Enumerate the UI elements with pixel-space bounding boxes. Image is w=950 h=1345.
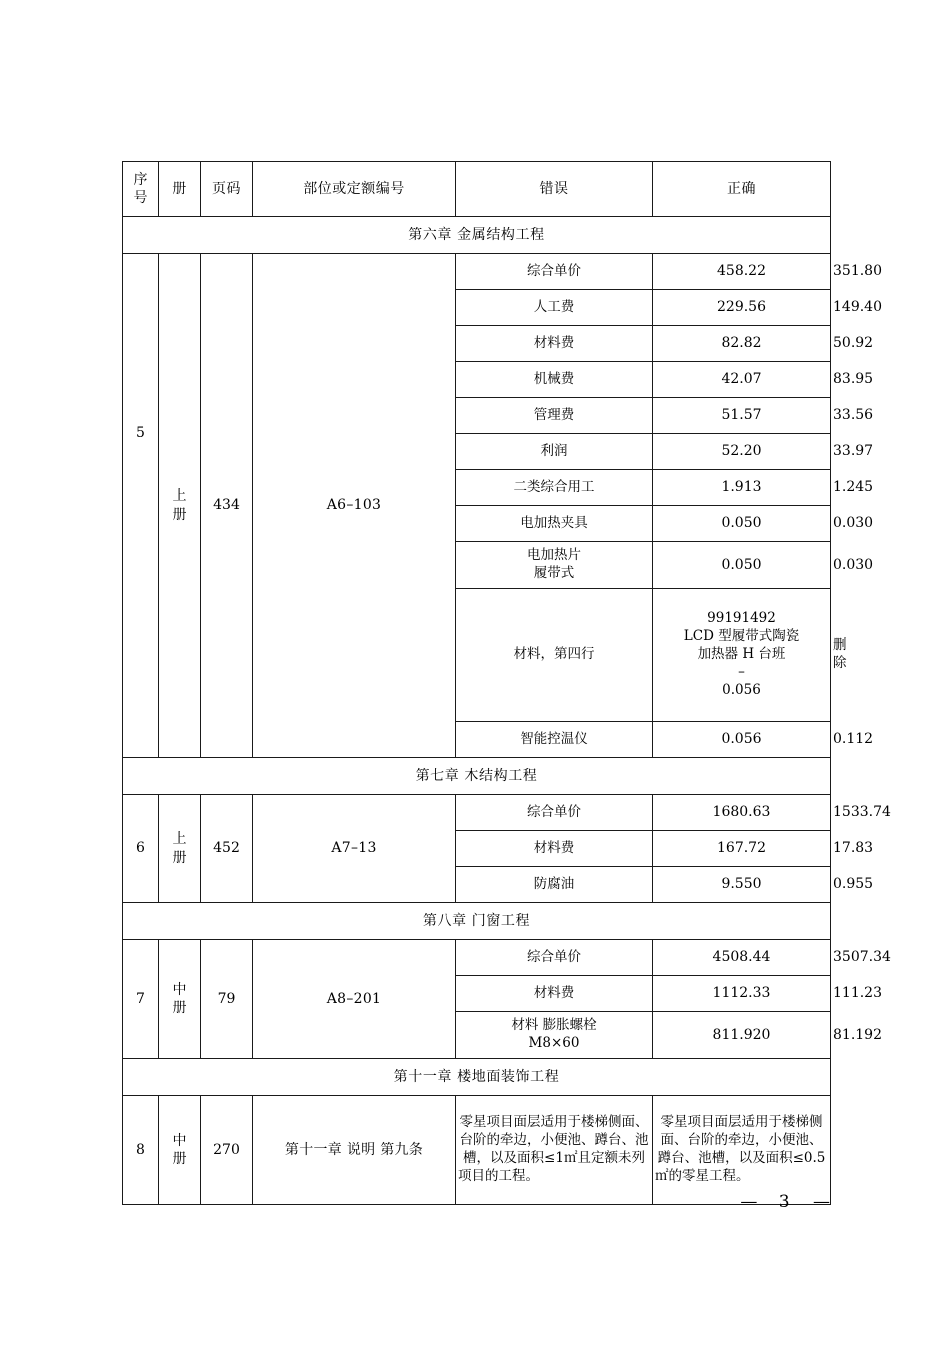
cell-location: 材料费: [456, 976, 653, 1012]
entry-volume-5-line1: 上: [172, 488, 187, 505]
cell-wrong: 0.050: [653, 506, 831, 542]
cell-wrong: 229.56: [653, 290, 831, 326]
table-row: 材料 膨胀螺栓 M8×60 811.920 81.192: [123, 1012, 831, 1059]
section-title-chapter8: 第八章 门窗工程: [123, 903, 831, 940]
cell-location: 二类综合用工: [456, 470, 653, 506]
entry-code-6: A7–13: [253, 795, 456, 903]
cell-location: 材料费: [456, 831, 653, 867]
entry-page-7: 79: [201, 940, 253, 1059]
cell-wrong: [653, 589, 831, 722]
entry-code-5: A6–103: [253, 254, 456, 758]
cell-location: 综合单价: [456, 254, 653, 290]
cell-wrong: 0.050: [653, 542, 831, 589]
entry-code-8: 第十一章 说明 第九条: [253, 1096, 456, 1205]
cell-wrong: 458.22: [653, 254, 831, 290]
cell-wrong: 1112.33: [653, 976, 831, 1012]
entry-index-6: 6: [123, 795, 159, 903]
cell-wrong: 167.72: [653, 831, 831, 867]
table-header: [123, 162, 831, 217]
cell-wrong: 42.07: [653, 362, 831, 398]
entry-volume-8: [159, 1096, 201, 1205]
cell-wrong-line4: –: [738, 663, 745, 680]
entry-volume-7-line2: 册: [172, 1000, 187, 1016]
table-row: 防腐油 9.550 0.955: [123, 867, 831, 903]
column-header-index-line1: 序: [133, 171, 148, 188]
cell-wrong: 52.20: [653, 434, 831, 470]
entry-volume-7: [159, 940, 201, 1059]
cell-wrong: 0.056: [653, 722, 831, 758]
cell-location: [456, 1012, 653, 1059]
cell-location: 利润: [456, 434, 653, 470]
table-row: 材料费 1112.33 111.23: [123, 976, 831, 1012]
entry-volume-8-line2: 册: [172, 1151, 187, 1167]
entry-page-8: 270: [201, 1096, 253, 1205]
table-row: 二类综合用工 1.913 1.245: [123, 470, 831, 506]
entry-volume-7-line1: 中: [172, 981, 187, 998]
entry-volume-6-line1: 上: [172, 831, 187, 848]
column-header-wrong: 错误: [456, 162, 653, 217]
page-footer: [0, 1192, 830, 1212]
cell-wrong-line1: 99191492: [707, 610, 776, 627]
table-row: 机械费 42.07 83.95: [123, 362, 831, 398]
cell-location-line2: M8×60: [528, 1035, 580, 1051]
table-row: 电加热夹具 0.050 0.030: [123, 506, 831, 542]
column-header-volume: 册: [159, 162, 201, 217]
table-body: [123, 217, 891, 1205]
section-header-row: [123, 217, 831, 254]
table-row: 材料费 167.72 17.83: [123, 831, 831, 867]
cell-location: 材料，第四行: [456, 589, 653, 722]
cell-wrong: 51.57: [653, 398, 831, 434]
cell-wrong-line3: 加热器 H 台班: [697, 646, 786, 663]
cell-wrong-line2: LCD 型履带式陶瓷: [683, 628, 800, 645]
section-title-chapter11: 第十一章 楼地面装饰工程: [123, 1059, 831, 1096]
cell-location: 综合单价: [456, 940, 653, 976]
section-header-row: [123, 903, 831, 940]
table-row: 5 上 册 434 A6–103 综合单价 458.22 351.80: [123, 254, 831, 290]
table-row: 材料，第四行 99191492 LCD 型履带式陶瓷 加热器 H 台班 – 0.056 删除: [123, 589, 831, 722]
cell-location: 电加热夹具: [456, 506, 653, 542]
cell-wrong: 1680.63: [653, 795, 831, 831]
cell-location-line2: 履带式: [533, 565, 575, 581]
entry-volume-6: [159, 795, 201, 903]
column-header-location: 部位或定额编号: [253, 162, 456, 217]
cell-location: 智能控温仪: [456, 722, 653, 758]
entry-volume-5-line2: 册: [172, 506, 187, 523]
table-row: 7 中 册 79 A8–201 综合单价 4508.44 3507.34: [123, 940, 831, 976]
cell-wrong-line5: 0.056: [722, 681, 761, 698]
cell-location: 机械费: [456, 362, 653, 398]
column-header-index: [123, 162, 159, 217]
errata-table-container: [122, 161, 891, 1205]
table-row: 6 上 册 452 A7–13 综合单价 1680.63 1533.74: [123, 795, 831, 831]
entry-volume-8-line1: 中: [172, 1132, 187, 1149]
entry-index-8: 8: [123, 1096, 159, 1205]
cell-wrong: 9.550: [653, 867, 831, 903]
cell-wrong: 811.920: [653, 1012, 831, 1059]
entry-index-5: [123, 254, 159, 758]
entry-volume-5: [159, 254, 201, 758]
column-header-index-line2: 号: [133, 190, 148, 206]
cell-location: 材料费: [456, 326, 653, 362]
footer-dash-right: —: [813, 1192, 830, 1212]
table-row: 利润 52.20 33.97: [123, 434, 831, 470]
cell-location: [456, 542, 653, 589]
table-row: [123, 1096, 831, 1205]
table-row: 管理费 51.57 33.56: [123, 398, 831, 434]
table-row: 材料费 82.82 50.92: [123, 326, 831, 362]
cell-location: 管理费: [456, 398, 653, 434]
table-header-row: [123, 162, 831, 217]
footer-dash-left: —: [740, 1192, 758, 1212]
cell-location: 防腐油: [456, 867, 653, 903]
section-title-chapter6: 第六章 金属结构工程: [123, 217, 831, 254]
section-header-row: [123, 1059, 831, 1096]
column-header-correct: 正确: [653, 162, 831, 217]
footer-page-number: 3: [778, 1192, 792, 1212]
cell-location: 人工费: [456, 290, 653, 326]
cell-location-line1: 电加热片: [527, 547, 581, 564]
entry-code-7: A8–201: [253, 940, 456, 1059]
table-row: 人工费 229.56 149.40: [123, 290, 831, 326]
entry-page-6: 452: [201, 795, 253, 903]
entry-index-7: 7: [123, 940, 159, 1059]
cell-wrong: 1.913: [653, 470, 831, 506]
cell-location-line1: 材料 膨胀螺栓: [511, 1017, 597, 1034]
cell-location: 综合单价: [456, 795, 653, 831]
cell-wrong-paragraph: 零星项目面层适用于楼梯侧面、台阶的牵边，小便池、蹲台、池槽，以及面积≤1㎡且定额未列项目的工程。: [456, 1096, 653, 1205]
table-row: 电加热片 履带式 0.050 0.030: [123, 542, 831, 589]
cell-wrong: 4508.44: [653, 940, 831, 976]
section-title-chapter7: 第七章 木结构工程: [123, 758, 831, 795]
entry-volume-6-line2: 册: [172, 849, 187, 866]
errata-table: [122, 161, 891, 1205]
entry-index-5-value: 5: [136, 425, 145, 442]
column-header-page: 页码: [201, 162, 253, 217]
cell-wrong: 82.82: [653, 326, 831, 362]
cell-correct-paragraph: 零星项目面层适用于楼梯侧面、台阶的牵边，小便池、蹲台、池槽，以及面积≤0.5 ㎡的零星工程。: [653, 1096, 831, 1205]
entry-page-5: 434: [201, 254, 253, 758]
section-header-row: [123, 758, 831, 795]
table-row: 智能控温仪 0.056 0.112: [123, 722, 831, 758]
